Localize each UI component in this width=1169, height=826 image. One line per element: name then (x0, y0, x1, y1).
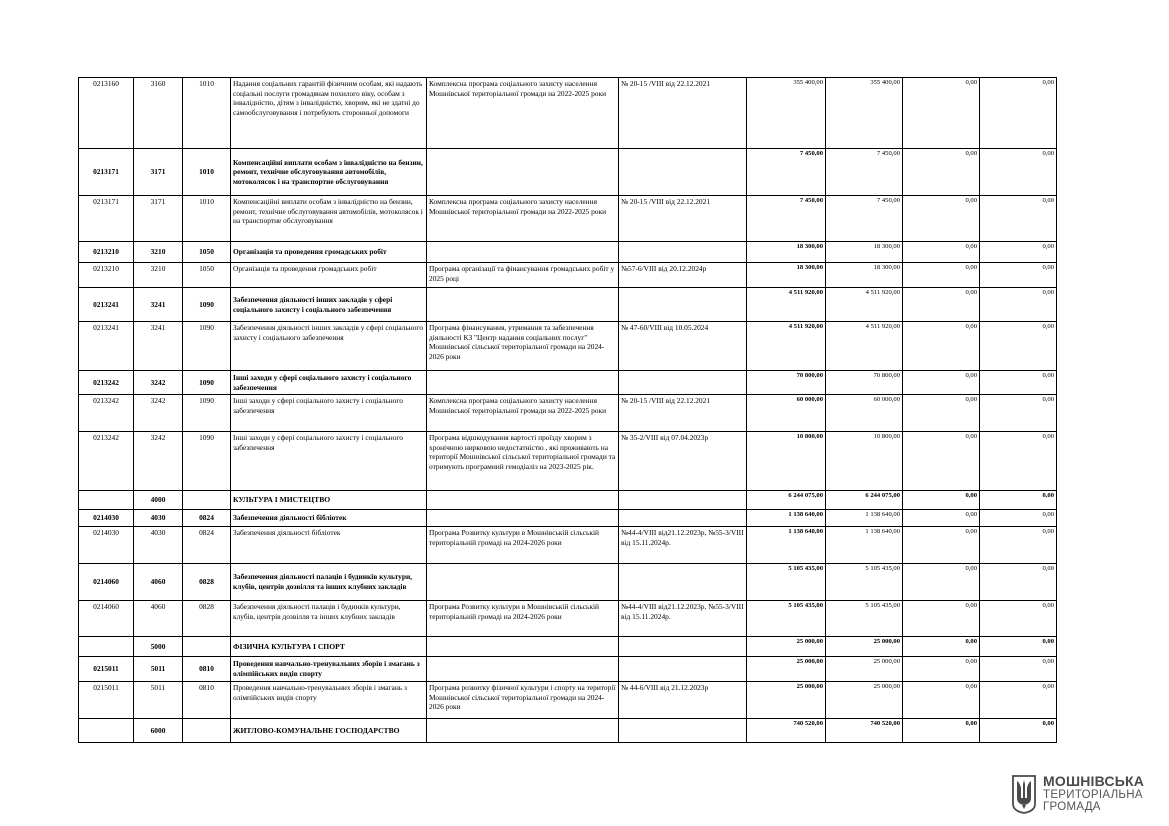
cell-tpkvk: 4030 (134, 510, 183, 527)
cell-code: 0214030 (79, 510, 134, 527)
cell-development: 0,00 (980, 242, 1057, 263)
cell-decision (619, 719, 747, 743)
cell-total: 25 000,00 (747, 637, 826, 657)
cell-total: 4 511 920,00 (747, 288, 826, 322)
cell-decision (619, 288, 747, 322)
cell-tpkvk: 4060 (134, 564, 183, 601)
cell-total: 5 105 435,00 (747, 601, 826, 637)
cell-decision (619, 371, 747, 395)
cell-decision (619, 510, 747, 527)
cell-development: 0,00 (980, 288, 1057, 322)
cell-special: 0,00 (903, 564, 980, 601)
cell-code: 0213171 (79, 196, 134, 242)
cell-fkvk: 1050 (183, 263, 231, 288)
cell-decision (619, 242, 747, 263)
cell-fkvk: 1090 (183, 288, 231, 322)
logo-subtitle-2: ГРОМАДА (1043, 801, 1101, 813)
logo-title: МОШНІВСЬКА (1043, 773, 1145, 789)
cell-program: Комплексна програма соціального захисту населення Мошнівської територіальної громади на 2022-2025 роки (427, 395, 619, 432)
cell-program (427, 149, 619, 196)
cell-special: 0,00 (903, 242, 980, 263)
cell-name: Забезпечення діяльності палаців i будинків культури, клубів, центрів дозвілля та iнших клубних закладів (231, 564, 427, 601)
cell-code: 0213242 (79, 432, 134, 491)
cell-fkvk: 1090 (183, 322, 231, 371)
cell-total: 355 400,00 (747, 78, 826, 149)
cell-development: 0,00 (980, 322, 1057, 371)
cell-general: 70 800,00 (826, 371, 903, 395)
cell-general: 740 520,00 (826, 719, 903, 743)
trident-emblem-icon (1010, 774, 1038, 814)
cell-development: 0,00 (980, 637, 1057, 657)
cell-total: 6 244 075,00 (747, 491, 826, 510)
cell-name: Компенсаційні виплати особам з інвалідністю на бензин, ремонт, технічне обслуговування автомобілів, мотоколясок і на транспортне обслуговування (231, 149, 427, 196)
cell-code (79, 719, 134, 743)
cell-tpkvk: 3242 (134, 432, 183, 491)
cell-special: 0,00 (903, 78, 980, 149)
cell-general: 5 105 435,00 (826, 601, 903, 637)
cell-fkvk: 0824 (183, 510, 231, 527)
cell-decision: № 35-2/VIII від 07.04.2023р (619, 432, 747, 491)
cell-code: 0214060 (79, 601, 134, 637)
cell-decision: № 20-15 /VIII від 22.12.2021 (619, 78, 747, 149)
cell-name: Проведення навчально-тренувальних зборів і змагань з олімпійських видів спорту (231, 682, 427, 719)
cell-name: Організація та проведення громадських робіт (231, 263, 427, 288)
cell-total: 25 000,00 (747, 682, 826, 719)
cell-decision: №57-6/VIII від 20.12.2024р (619, 263, 747, 288)
community-logo (1010, 772, 1160, 816)
cell-general: 18 300,00 (826, 242, 903, 263)
cell-name: Компенсаційні виплати особам з інвалідністю на бензин, ремонт, технічне обслуговування автомобілів, мотоколясок і на транспортне обслуговування (231, 196, 427, 242)
table-row (79, 288, 1057, 322)
table-row (79, 395, 1057, 432)
cell-name: Забезпечення діяльності палаців i будинків культури, клубів, центрів дозвілля та iнших клубних закладів (231, 601, 427, 637)
cell-total: 7 450,00 (747, 149, 826, 196)
cell-tpkvk: 3171 (134, 196, 183, 242)
cell-decision (619, 149, 747, 196)
cell-code: 0213210 (79, 263, 134, 288)
cell-development: 0,00 (980, 527, 1057, 564)
cell-decision (619, 564, 747, 601)
cell-special: 0,00 (903, 719, 980, 743)
cell-decision: №44-4/VIII від21.12.2023р, №55-3/VIII від 15.11.2024р. (619, 601, 747, 637)
cell-development: 0,00 (980, 657, 1057, 682)
table-row (79, 564, 1057, 601)
table-row (79, 432, 1057, 491)
table-row (79, 196, 1057, 242)
cell-total: 18 300,00 (747, 263, 826, 288)
cell-total: 1 138 640,00 (747, 527, 826, 564)
cell-program: Програма розвитку фізичної культури і спорту на території Мошнівської сільської територіальної громади на 2024-2026 роки (427, 682, 619, 719)
cell-general: 25 000,00 (826, 657, 903, 682)
cell-development: 0,00 (980, 196, 1057, 242)
cell-program: Комплексна програма соціального захисту населення Мошнівської територіальної громади на 2022-2025 роки (427, 78, 619, 149)
table-row (79, 527, 1057, 564)
cell-special: 0,00 (903, 682, 980, 719)
cell-total: 70 800,00 (747, 371, 826, 395)
cell-general: 18 300,00 (826, 263, 903, 288)
cell-total: 25 000,00 (747, 657, 826, 682)
cell-decision (619, 491, 747, 510)
cell-fkvk: 0828 (183, 601, 231, 637)
cell-general: 60 000,00 (826, 395, 903, 432)
cell-program: Програма відшкодування вартості проїзду хворим з хронічною нирковою недостатністю , які проживають на території Мошнівської сільської територіальної громади та отримують програмний гемодіаліз на 2023-2025 рік. (427, 432, 619, 491)
table-row (79, 322, 1057, 371)
cell-development: 0,00 (980, 510, 1057, 527)
cell-tpkvk: 3171 (134, 149, 183, 196)
table-row (79, 510, 1057, 527)
cell-fkvk: 1090 (183, 395, 231, 432)
cell-tpkvk: 5011 (134, 682, 183, 719)
cell-name: ФІЗИЧНА КУЛЬТУРА І СПОРТ (231, 637, 427, 657)
cell-development: 0,00 (980, 601, 1057, 637)
cell-tpkvk: 3210 (134, 242, 183, 263)
table-row (79, 491, 1057, 510)
cell-tpkvk: 3242 (134, 371, 183, 395)
cell-total: 740 520,00 (747, 719, 826, 743)
cell-code: 0213242 (79, 395, 134, 432)
cell-program: Комплексна програма соціального захисту населення Мошнівської територіальної громади на 2022-2025 роки (427, 196, 619, 242)
cell-program: Програма Розвитку культури в Мошнівській сільській територіальній громаді на 2024-2026 роки (427, 527, 619, 564)
cell-general: 355 400,00 (826, 78, 903, 149)
cell-name: Забезпечення діяльності бібліотек (231, 510, 427, 527)
cell-name: Інші заходи у сфері соціального захисту і соціального забезпечення (231, 432, 427, 491)
cell-decision (619, 657, 747, 682)
cell-fkvk: 0828 (183, 564, 231, 601)
table-row (79, 78, 1057, 149)
budget-table (78, 77, 1057, 743)
cell-fkvk: 1010 (183, 196, 231, 242)
cell-tpkvk: 3160 (134, 78, 183, 149)
cell-program: Програма організації та фінансування громадських робіт у 2025 році (427, 263, 619, 288)
cell-total: 7 450,00 (747, 196, 826, 242)
table-row (79, 263, 1057, 288)
cell-code: 0213210 (79, 242, 134, 263)
cell-development: 0,00 (980, 371, 1057, 395)
cell-tpkvk: 3210 (134, 263, 183, 288)
cell-total: 60 000,00 (747, 395, 826, 432)
cell-special: 0,00 (903, 149, 980, 196)
cell-general: 10 800,00 (826, 432, 903, 491)
cell-fkvk: 1010 (183, 149, 231, 196)
cell-name: Організація та проведення громадських робіт (231, 242, 427, 263)
cell-fkvk (183, 491, 231, 510)
cell-tpkvk: 4000 (134, 491, 183, 510)
cell-code: 0213160 (79, 78, 134, 149)
cell-code: 0213171 (79, 149, 134, 196)
cell-tpkvk: 3241 (134, 288, 183, 322)
cell-name: Інші заходи у сфері соціального захисту і соціального забезпечення (231, 395, 427, 432)
cell-code (79, 637, 134, 657)
cell-tpkvk: 4030 (134, 527, 183, 564)
table-row (79, 601, 1057, 637)
cell-tpkvk: 3242 (134, 395, 183, 432)
cell-general: 25 000,00 (826, 637, 903, 657)
cell-general: 5 105 435,00 (826, 564, 903, 601)
cell-name: Проведення навчально-тренувальних зборів і змагань з олімпійських видів спорту (231, 657, 427, 682)
cell-development: 0,00 (980, 78, 1057, 149)
cell-code: 0213241 (79, 288, 134, 322)
table-row (79, 371, 1057, 395)
cell-fkvk: 0810 (183, 657, 231, 682)
cell-special: 0,00 (903, 527, 980, 564)
cell-program: Програма фінансування, утримання та забезпечення діяльності КЗ "Центр надання соціальних послуг" Мошнівської сільської територіальної громади на 2024-2026 роки (427, 322, 619, 371)
cell-decision: № 20-15 /VIII від 22.12.2021 (619, 196, 747, 242)
table-row (79, 637, 1057, 657)
cell-general: 1 138 640,00 (826, 510, 903, 527)
cell-fkvk (183, 637, 231, 657)
cell-program (427, 657, 619, 682)
table-row (79, 719, 1057, 743)
cell-development: 0,00 (980, 149, 1057, 196)
cell-general: 4 511 920,00 (826, 322, 903, 371)
cell-code: 0213242 (79, 371, 134, 395)
cell-development: 0,00 (980, 719, 1057, 743)
cell-fkvk: 1090 (183, 371, 231, 395)
cell-name: ЖИТЛОВО-КОМУНАЛЬНЕ ГОСПОДАРСТВО (231, 719, 427, 743)
cell-fkvk: 0824 (183, 527, 231, 564)
cell-development: 0,00 (980, 564, 1057, 601)
cell-general: 4 511 920,00 (826, 288, 903, 322)
cell-special: 0,00 (903, 196, 980, 242)
cell-special: 0,00 (903, 657, 980, 682)
cell-total: 18 300,00 (747, 242, 826, 263)
cell-total: 5 105 435,00 (747, 564, 826, 601)
cell-special: 0,00 (903, 491, 980, 510)
cell-development: 0,00 (980, 263, 1057, 288)
cell-program (427, 719, 619, 743)
cell-code: 0215011 (79, 657, 134, 682)
table-row (79, 682, 1057, 719)
cell-program (427, 371, 619, 395)
cell-tpkvk: 4060 (134, 601, 183, 637)
cell-name: КУЛЬТУРА І МИСТЕЦТВО (231, 491, 427, 510)
cell-tpkvk: 3241 (134, 322, 183, 371)
cell-special: 0,00 (903, 371, 980, 395)
cell-total: 10 800,00 (747, 432, 826, 491)
cell-tpkvk: 6000 (134, 719, 183, 743)
cell-special: 0,00 (903, 637, 980, 657)
cell-special: 0,00 (903, 263, 980, 288)
cell-fkvk: 1090 (183, 432, 231, 491)
logo-subtitle-1: ТЕРИТОРІАЛЬНА (1043, 789, 1143, 801)
cell-tpkvk: 5000 (134, 637, 183, 657)
cell-program (427, 242, 619, 263)
cell-total: 4 511 920,00 (747, 322, 826, 371)
cell-name: Забезпечення діяльності інших закладів у сфері соціального захисту і соціального забезпечення (231, 288, 427, 322)
cell-decision: №44-4/VIII від21.12.2023р, №55-3/VIII від 15.11.2024р. (619, 527, 747, 564)
cell-development: 0,00 (980, 395, 1057, 432)
cell-decision (619, 637, 747, 657)
cell-program (427, 510, 619, 527)
table-row (79, 242, 1057, 263)
cell-program (427, 288, 619, 322)
cell-fkvk: 1050 (183, 242, 231, 263)
cell-special: 0,00 (903, 322, 980, 371)
cell-program (427, 564, 619, 601)
cell-total: 1 138 640,00 (747, 510, 826, 527)
cell-code: 0214060 (79, 564, 134, 601)
cell-tpkvk: 5011 (134, 657, 183, 682)
cell-decision: № 47-60/VIII від 10.05.2024 (619, 322, 747, 371)
cell-code: 0213241 (79, 322, 134, 371)
cell-name: Забезпечення діяльності інших закладів у сфері соціального захисту і соціального забезпечення (231, 322, 427, 371)
table-row (79, 657, 1057, 682)
cell-fkvk (183, 719, 231, 743)
cell-general: 6 244 075,00 (826, 491, 903, 510)
cell-fkvk: 0810 (183, 682, 231, 719)
cell-general: 25 000,00 (826, 682, 903, 719)
cell-decision: № 20-15 /VIII від 22.12.2021 (619, 395, 747, 432)
table-body (79, 78, 1057, 743)
cell-special: 0,00 (903, 601, 980, 637)
cell-program (427, 491, 619, 510)
cell-special: 0,00 (903, 510, 980, 527)
cell-development: 0,00 (980, 432, 1057, 491)
table-row (79, 149, 1057, 196)
cell-program: Програма Розвитку культури в Мошнівській сільській територіальній громаді на 2024-2026 роки (427, 601, 619, 637)
cell-development: 0,00 (980, 682, 1057, 719)
cell-code (79, 491, 134, 510)
cell-special: 0,00 (903, 395, 980, 432)
cell-fkvk: 1010 (183, 78, 231, 149)
cell-general: 1 138 640,00 (826, 527, 903, 564)
cell-name: Надання соціальних гарантій фізичним особам, які надають соціальні послуги громадянам похилого віку, особам з інвалідністю, дітям з інвалідністю, хворим, які не здатні до самообслуговування і потребують сторонньої допомоги (231, 78, 427, 149)
cell-special: 0,00 (903, 432, 980, 491)
cell-program (427, 637, 619, 657)
cell-name: Забезпечення діяльності бібліотек (231, 527, 427, 564)
cell-development: 0,00 (980, 491, 1057, 510)
cell-general: 7 450,00 (826, 149, 903, 196)
cell-general: 7 450,00 (826, 196, 903, 242)
cell-code: 0215011 (79, 682, 134, 719)
cell-special: 0,00 (903, 288, 980, 322)
cell-decision: № 44-6/VIII від 21.12.2023р (619, 682, 747, 719)
cell-name: Інші заходи у сфері соціального захисту і соціального забезпечення (231, 371, 427, 395)
cell-code: 0214030 (79, 527, 134, 564)
